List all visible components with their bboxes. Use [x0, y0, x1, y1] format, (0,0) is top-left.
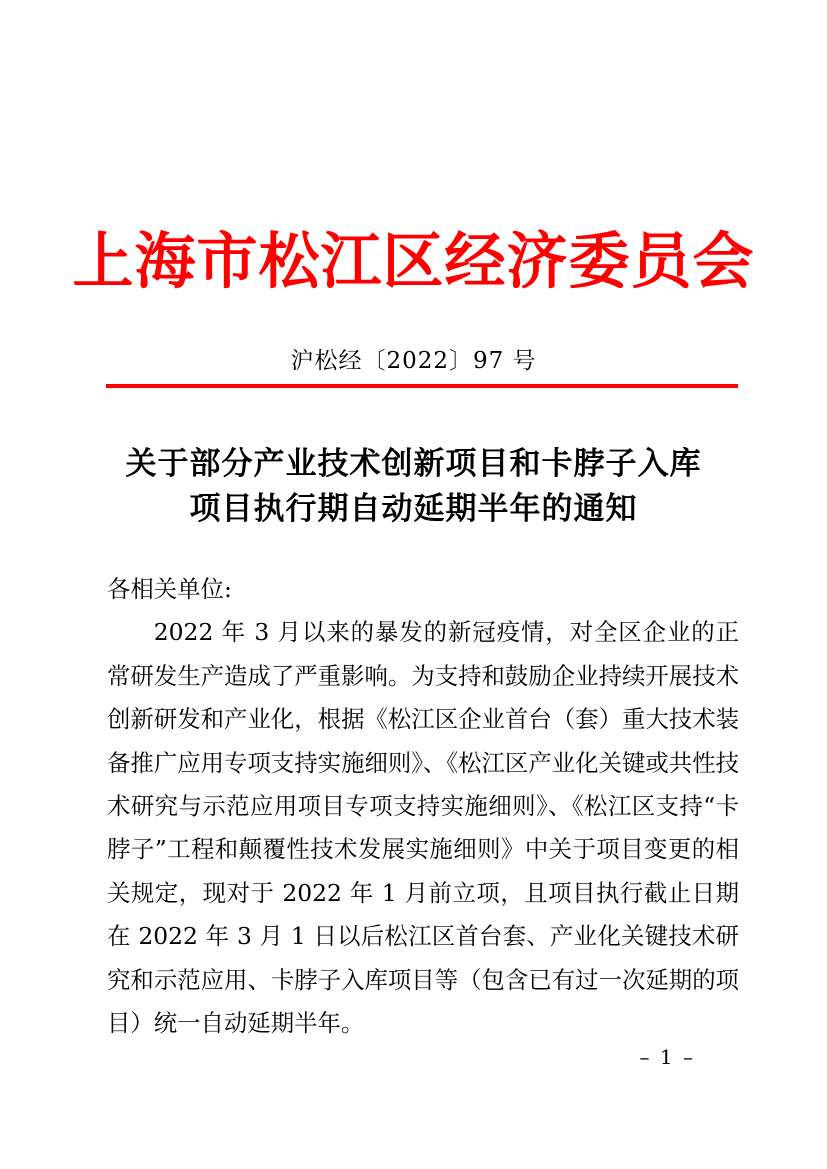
document-body — [107, 568, 739, 1045]
red-divider-line — [106, 384, 738, 388]
document-title — [0, 442, 827, 532]
title-line-1: 关于部分产业技术创新项目和卡脖子入库 — [125, 446, 702, 482]
body-paragraph: 2022 年 3 月以来的暴发的新冠疫情，对全区企业的正常研发生产造成了严重影响。为支持和鼓励企业持续开展技术创新研发和产业化，根据《松江区企业首台（套）重大技术装备推广应用专项支持实施细则》、《松江区产业化关键或共性技术研究与示范应用项目专项支持实施细则》、《松江区支持“卡脖子”工程和颠覆性技术发展实施细则》中关于项目变更的相关规定，现对于 2022 年 1 月前立项，且项目执行截止日期在 2022 年 3 月 1 日以后松江区首台套、产业化关键技术研究和示范应用、卡脖子入库项目等（包含已有过一次延期的项目）统一自动延期半年。 — [107, 618, 739, 1038]
letterhead-issuer: 上海市松江区经济委员会 — [72, 226, 755, 297]
document-number: 沪松经〔2022〕97 号 — [290, 348, 537, 374]
title-line-2: 项目执行期自动延期半年的通知 — [189, 491, 638, 527]
page-number: – 1 – — [639, 1045, 695, 1069]
salutation: 各相关单位: — [107, 575, 232, 603]
